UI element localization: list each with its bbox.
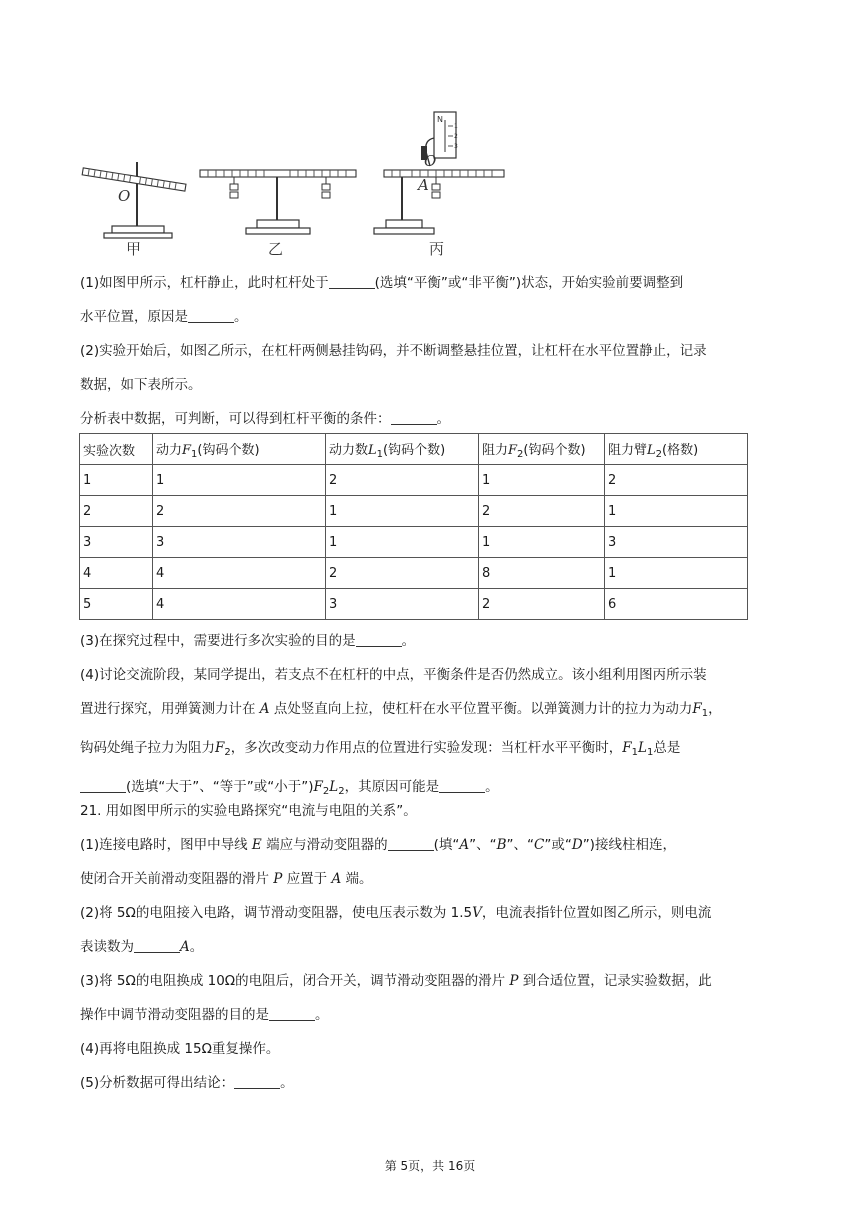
q2-text: (2)实验开始后，如图乙所示，在杠杆两侧悬挂钩码，并不断调整悬挂位置，让杠杆在水平位置静止，记录 <box>80 343 707 359</box>
q3-text: (3)在探究过程中，需要进行多次实验的目的是 <box>80 633 356 649</box>
table-cell: 2 <box>153 496 326 527</box>
table-header-row <box>80 434 748 465</box>
table-cell: 3 <box>605 527 748 558</box>
figure-yi <box>200 170 356 258</box>
table-cell: 2 <box>80 496 153 527</box>
answer-blank[interactable] <box>134 938 180 953</box>
q2-analysis-text: 。 <box>436 411 450 427</box>
table-header-cell: 实验次数 <box>80 434 153 465</box>
q21-intro: 21. 用如图甲所示的实验电路探究“电流与电阻的关系”。 <box>80 803 417 819</box>
answer-blank[interactable] <box>80 778 126 793</box>
table-cell: 1 <box>153 465 326 496</box>
page-footer: 第 5页，共 16页 <box>384 1159 476 1173</box>
table-cell: 1 <box>326 527 479 558</box>
q1-text: (1)如图甲所示，杠杆静止，此时杠杆处于 <box>80 275 329 291</box>
scale-tick-3: 3 <box>454 143 458 150</box>
figure-bing <box>374 112 504 258</box>
table-cell: 3 <box>326 589 479 620</box>
lever-data-table <box>79 433 748 620</box>
question-2 <box>80 334 780 436</box>
table-cell: 4 <box>153 558 326 589</box>
table-row <box>80 558 748 589</box>
question-4: (4)讨论交流阶段，某同学提出，若支点不在杠杆的中点，平衡条件是否仍然成立。该小组利用图丙所示装 置进行探究，用弹簧测力计在 A 点处竖直向上拉，使杠杆在水平位置平衡。以弹簧测力计的拉力为动力$F_1$， 钩码处绳子拉力为阻力$F_2$，多次改变动力作用点的位置进行实验发现：当杠杆水平平衡时，$F_1L_1$总是 (选填“大于”、“等于”或“小于$”)F_2L_2$，其原因可能是 。 <box>80 667 722 797</box>
table-cell: 4 <box>153 589 326 620</box>
table-cell: 2 <box>605 465 748 496</box>
table-row <box>80 465 748 496</box>
spring-scale-unit: N <box>437 115 443 124</box>
table-cell: 1 <box>605 558 748 589</box>
pivot-label-bing: O <box>424 152 437 170</box>
table-cell: 5 <box>80 589 153 620</box>
table-cell: 1 <box>605 496 748 527</box>
table-cell: 3 <box>80 527 153 558</box>
question-1 <box>80 266 780 334</box>
table-cell: 3 <box>153 527 326 558</box>
table-cell: 2 <box>326 465 479 496</box>
table-cell: 6 <box>605 589 748 620</box>
answer-blank[interactable] <box>356 632 402 647</box>
answer-blank[interactable] <box>439 778 485 793</box>
point-label-a: A <box>418 176 429 194</box>
table-cell: 1 <box>479 465 605 496</box>
scale-tick-1: 1 <box>454 123 458 130</box>
q2-text: 数据，如下表所示。 <box>80 377 202 393</box>
pivot-label-jia: O <box>118 187 131 205</box>
q2-analysis-text: 分析表中数据，可判断，可以得到杠杆平衡的条件： <box>80 411 391 427</box>
answer-blank[interactable] <box>269 1006 315 1021</box>
q1-text: 。 <box>234 309 248 325</box>
answer-blank[interactable] <box>329 274 375 289</box>
table-cell: 1 <box>479 527 605 558</box>
answer-blank[interactable] <box>391 410 437 425</box>
question-3 <box>80 624 780 658</box>
answer-blank[interactable] <box>188 308 234 323</box>
table-cell: 8 <box>479 558 605 589</box>
question-21: 21. 用如图甲所示的实验电路探究“电流与电阻的关系”。 (1)连接电路时，图甲中导线 E 端应与滑动变阻器的 (填“A”、“B”、“C”或“D”)接线柱相连， 使闭合开关前滑动变阻器的滑片 P 应置于 A 端。 (2)将 5Ω的电阻接入电路，调节滑动变阻器，使电压表示数为 1.5V，电流表指针位置如图乙所示，则电流 表读数为 A。 (3)将 5Ω的电阻换成 10Ω的电阻后，闭合开关，调节滑动变阻器的滑片 P 到合适位置，记录实验数据，此 操作中调节滑动变阻器的目的是 。 (4)再将电阻换成 15Ω重复操作。 (5)分析数据可得出结论： 。 <box>80 803 712 1091</box>
lever-figure <box>74 108 524 258</box>
table-cell: 2 <box>479 589 605 620</box>
q1-text: 水平位置，原因是 <box>80 309 188 325</box>
table-header-cell: 阻力$F_2$(钩码个数) <box>479 434 605 465</box>
q1-text: (选填“平衡”或“非平衡”)状态，开始实验前要调整到 <box>374 275 684 291</box>
table-cell: 2 <box>326 558 479 589</box>
answer-blank[interactable] <box>234 1074 280 1089</box>
table-cell: 1 <box>80 465 153 496</box>
table-row <box>80 527 748 558</box>
table-header-cell: 阻力臂$L_2$(格数) <box>605 434 748 465</box>
figure-label-bing: 丙 <box>429 240 445 258</box>
table-cell: 4 <box>80 558 153 589</box>
answer-blank[interactable] <box>388 836 434 851</box>
table-header-cell: 动力$F_1$(钩码个数) <box>153 434 326 465</box>
figure-label-yi: 乙 <box>268 240 284 258</box>
table-row <box>80 496 748 527</box>
scale-tick-2: 2 <box>454 133 458 140</box>
figure-label-jia: 甲 <box>126 240 142 258</box>
q3-text: 。 <box>401 633 416 649</box>
table-cell: 1 <box>326 496 479 527</box>
table-row <box>80 589 748 620</box>
table-cell: 2 <box>479 496 605 527</box>
table-header-cell: 动力数$L_1$(钩码个数) <box>326 434 479 465</box>
figure-jia <box>82 162 186 258</box>
